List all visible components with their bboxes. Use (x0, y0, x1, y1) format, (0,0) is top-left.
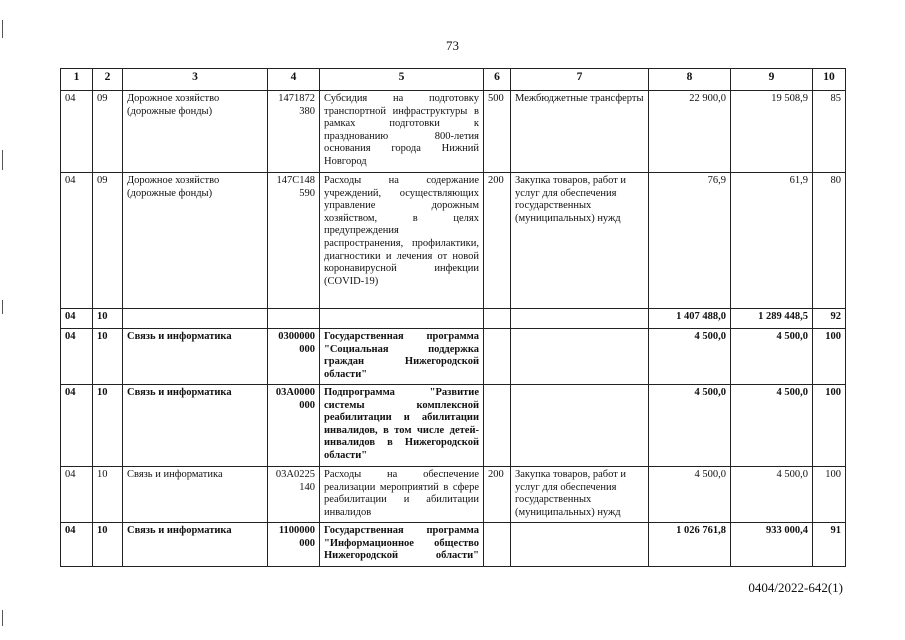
section-code-cell: 04 (61, 329, 93, 385)
executed-amount-cell: 4 500,0 (731, 385, 813, 467)
expense-type-code-cell: 200 (484, 173, 511, 309)
execution-percent-cell: 85 (813, 91, 846, 173)
approved-amount-cell: 22 900,0 (649, 91, 731, 173)
expense-type-code-cell (484, 385, 511, 467)
margin-mark (2, 150, 3, 170)
expense-description-cell: Расходы на содержание учреждений, осуществляющих управление дорожным хозяйством, в целях предупреждения распространения, профилактики, диагностики и лечения от новой коронавирусной инфекции (COVID-19) (320, 173, 484, 309)
table-row (61, 309, 846, 329)
subsection-code-cell: 10 (93, 385, 123, 467)
table-row (61, 385, 846, 467)
page-number: 73 (446, 38, 459, 53)
subsection-code-cell: 10 (93, 329, 123, 385)
expense-description-cell: Подпрограмма "Развитие системы комплексной реабилитации и абилитации инвалидов, в том числе детей-инвалидов в Нижегородской области" (320, 385, 484, 467)
expense-type-code-cell: 500 (484, 91, 511, 173)
column-header-3: 3 (123, 69, 268, 91)
approved-amount-cell: 1 026 761,8 (649, 523, 731, 567)
table-row (61, 329, 846, 385)
document-code: 0404/2022-642(1) (748, 580, 843, 595)
expense-type-name-cell (511, 385, 649, 467)
column-header-5: 5 (320, 69, 484, 91)
executed-amount-cell: 19 508,9 (731, 91, 813, 173)
column-header-9: 9 (731, 69, 813, 91)
expense-type-name-cell (511, 523, 649, 567)
section-code-cell: 04 (61, 309, 93, 329)
target-article-code-cell (268, 309, 320, 329)
executed-amount-cell: 933 000,4 (731, 523, 813, 567)
table-row (61, 173, 846, 309)
column-header-4: 4 (268, 69, 320, 91)
execution-percent-cell: 91 (813, 523, 846, 567)
approved-amount-cell: 4 500,0 (649, 385, 731, 467)
target-article-code-cell: 1471872 380 (268, 91, 320, 173)
table-row (61, 467, 846, 523)
target-article-code-cell: 1100000 000 (268, 523, 320, 567)
section-name-cell: Дорожное хозяйство (дорожные фонды) (123, 91, 268, 173)
table-body (61, 91, 846, 567)
section-code-cell: 04 (61, 91, 93, 173)
expense-type-code-cell (484, 329, 511, 385)
margin-mark (2, 20, 3, 38)
approved-amount-cell: 76,9 (649, 173, 731, 309)
expense-description-cell (320, 309, 484, 329)
section-name-cell (123, 309, 268, 329)
expense-type-code-cell: 200 (484, 467, 511, 523)
column-header-1: 1 (61, 69, 93, 91)
expense-type-name-cell (511, 309, 649, 329)
budget-table (60, 68, 846, 567)
subsection-code-cell: 10 (93, 523, 123, 567)
subsection-code-cell: 09 (93, 173, 123, 309)
expense-description-cell: Государственная программа "Социальная поддержка граждан Нижегородской области" (320, 329, 484, 385)
execution-percent-cell: 100 (813, 467, 846, 523)
margin-mark (2, 300, 3, 314)
subsection-code-cell: 09 (93, 91, 123, 173)
subsection-code-cell: 10 (93, 309, 123, 329)
column-header-6: 6 (484, 69, 511, 91)
table-header-row (61, 69, 846, 91)
expense-type-code-cell (484, 309, 511, 329)
executed-amount-cell: 1 289 448,5 (731, 309, 813, 329)
column-header-7: 7 (511, 69, 649, 91)
expense-description-cell: Государственная программа "Информационное общество Нижегородской области" (320, 523, 484, 567)
executed-amount-cell: 61,9 (731, 173, 813, 309)
margin-mark (2, 610, 3, 626)
section-code-cell: 04 (61, 385, 93, 467)
target-article-code-cell: 03А0225 140 (268, 467, 320, 523)
execution-percent-cell: 80 (813, 173, 846, 309)
section-code-cell: 04 (61, 173, 93, 309)
section-code-cell: 04 (61, 523, 93, 567)
target-article-code-cell: 0300000 000 (268, 329, 320, 385)
section-name-cell: Дорожное хозяйство (дорожные фонды) (123, 173, 268, 309)
approved-amount-cell: 4 500,0 (649, 467, 731, 523)
table-row (61, 523, 846, 567)
expense-description-cell: Расходы на обеспечение реализации мероприятий в сфере реабилитации и абилитации инвалидов (320, 467, 484, 523)
approved-amount-cell: 1 407 488,0 (649, 309, 731, 329)
expense-type-name-cell: Закупка товаров, работ и услуг для обеспечения государственных (муниципальных) нужд (511, 173, 649, 309)
expense-type-name-cell (511, 329, 649, 385)
section-name-cell: Связь и информатика (123, 385, 268, 467)
approved-amount-cell: 4 500,0 (649, 329, 731, 385)
column-header-8: 8 (649, 69, 731, 91)
section-name-cell: Связь и информатика (123, 329, 268, 385)
expense-type-code-cell (484, 523, 511, 567)
expense-type-name-cell: Закупка товаров, работ и услуг для обеспечения государственных (муниципальных) нужд (511, 467, 649, 523)
target-article-code-cell: 147С148 590 (268, 173, 320, 309)
table-row (61, 91, 846, 173)
column-header-2: 2 (93, 69, 123, 91)
section-code-cell: 04 (61, 467, 93, 523)
target-article-code-cell: 03А0000 000 (268, 385, 320, 467)
execution-percent-cell: 100 (813, 329, 846, 385)
executed-amount-cell: 4 500,0 (731, 329, 813, 385)
execution-percent-cell: 100 (813, 385, 846, 467)
column-header-10: 10 (813, 69, 846, 91)
execution-percent-cell: 92 (813, 309, 846, 329)
section-name-cell: Связь и информатика (123, 523, 268, 567)
expense-type-name-cell: Межбюджетные трансферты (511, 91, 649, 173)
section-name-cell: Связь и информатика (123, 467, 268, 523)
executed-amount-cell: 4 500,0 (731, 467, 813, 523)
expense-description-cell: Субсидия на подготовку транспортной инфраструктуры в рамках подготовки к празднованию 800-летия основания города Нижний Новгород (320, 91, 484, 173)
subsection-code-cell: 10 (93, 467, 123, 523)
